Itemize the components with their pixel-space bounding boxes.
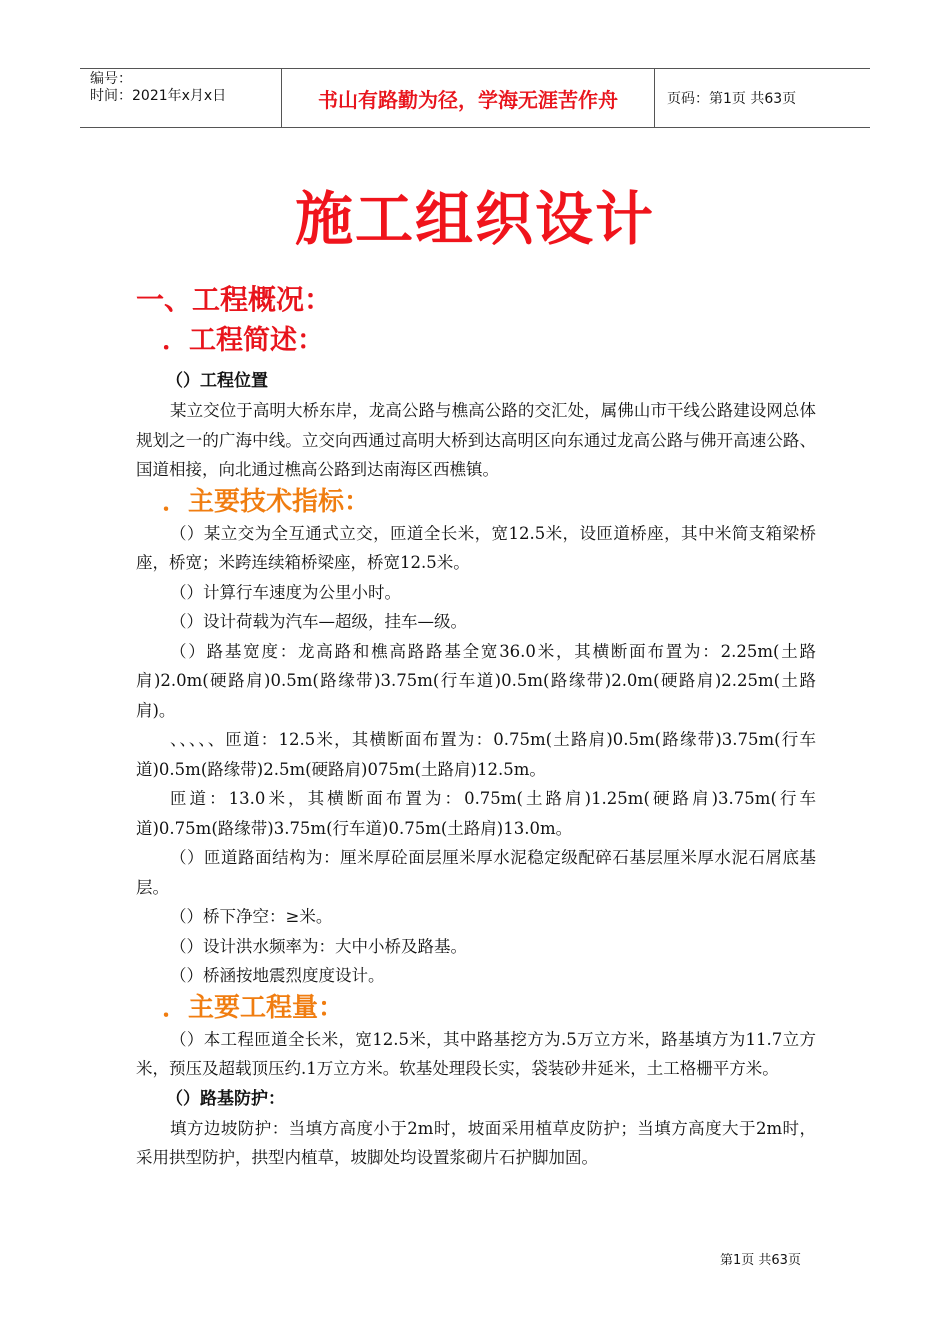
- doc-number: 编号：: [90, 71, 132, 87]
- header-meta: [80, 69, 281, 127]
- paragraph: （）某立交为全互通式立交，匝道全长米，宽12.5米，设匝道桥座，其中米简支箱梁桥座，桥宽；米跨连续箱桥梁座，桥宽12.5米。: [136, 523, 816, 572]
- doc-date: 时间：2021年x月x日: [90, 88, 227, 104]
- paragraph: 某立交位于高明大桥东岸，龙高公路与樵高公路的交汇处，属佛山市干线公路建设网总体规划之一的广海中线。立交向西通过高明大桥到达高明区向东通过龙高公路与佛开高速公路、国道相接，向北通过樵高公路到达南海区西樵镇。: [136, 401, 816, 479]
- page-footer: 第1页 共63页: [720, 1253, 801, 1268]
- paragraph: （）设计洪水频率为：大中小桥及路基。: [170, 936, 467, 956]
- header-page-number: 页码：第1页 共63页: [667, 91, 797, 107]
- paragraph: （）本工程匝道全长米，宽12.5米，其中路基挖方为.5万立方米，路基填方为11.7立方米，预压及超载顶压约.1万立方米。软基处理段长实，袋装砂井延米，土工格栅平方米。: [136, 1029, 816, 1078]
- section-heading: 一、工程概况：: [136, 283, 333, 316]
- document-title: 施工组织设计: [294, 185, 655, 253]
- header-motto: 书山有路勤为径，学海无涯苦作舟: [281, 69, 655, 127]
- subsection-heading: ．工程简述：: [162, 325, 324, 356]
- paragraph: （）桥涵按地震烈度度设计。: [170, 966, 385, 985]
- paragraph: （）计算行车速度为公里小时。: [170, 582, 401, 602]
- paragraph: 匝道：13.0米，其横断面布置为：0.75m(土路肩)1.25m(硬路肩)3.75m(行车道)0.75m(路缘带)3.75m(行车道)0.75m(土路肩)13.0m。: [136, 789, 816, 838]
- paragraph: （）桥下净空：≥米。: [170, 907, 333, 926]
- item-heading: （）工程位置: [166, 371, 268, 391]
- document-body: [136, 280, 816, 1173]
- subsection-heading: ．主要技术指标：: [162, 486, 371, 517]
- paragraph: （）路基宽度：龙高路和樵高路路基全宽36.0米，其横断面布置为：2.25m(土路肩)2.0m(硬路肩)0.5m(路缘带)3.75m(行车道)0.5m(路缘带)2.0m(硬路肩)2.25m(土路肩)。: [136, 641, 816, 720]
- page-header: [80, 68, 870, 128]
- paragraph: （）匝道路面结构为：厘米厚砼面层厘米厚水泥稳定级配碎石基层厘米厚水泥石屑底基层。: [136, 848, 816, 897]
- paragraph: 填方边坡防护：当填方高度小于2m时，坡面采用植草皮防护；当填方高度大于2m时，采用拱型防护，拱型内植草，坡脚处均设置浆砌片石护脚加固。: [136, 1118, 816, 1167]
- paragraph: （）设计荷载为汽车—超级，挂车—级。: [170, 612, 467, 631]
- item-heading: （）路基防护：: [166, 1088, 285, 1109]
- subsection-heading: ．主要工程量：: [162, 992, 345, 1023]
- paragraph: 、、、、、匝道：12.5米，其横断面布置为：0.75m(土路肩)0.5m(路缘带)3.75m(行车道)0.5m(路缘带)2.5m(硬路肩)075m(土路肩)12.5m。: [136, 730, 816, 779]
